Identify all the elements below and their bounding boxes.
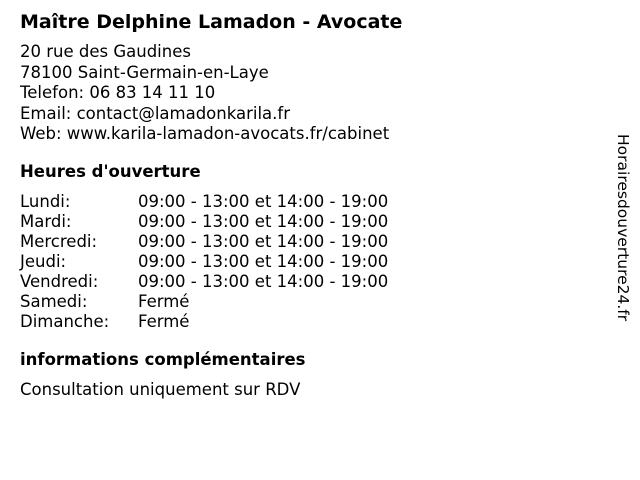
day-label: Mardi: <box>20 211 72 231</box>
hours-value: 09:00 - 13:00 et 14:00 - 19:00 <box>138 191 389 211</box>
business-info-card <box>20 10 590 400</box>
hours-value: Fermé <box>138 291 190 311</box>
day-label: Lundi: <box>20 191 71 211</box>
hours-row-sunday <box>20 312 590 332</box>
hours-row-saturday <box>20 292 590 312</box>
page-title: Maître Delphine Lamadon - Avocate <box>20 11 403 33</box>
hours-row-monday <box>20 192 590 212</box>
hours-value: 09:00 - 13:00 et 14:00 - 19:00 <box>138 251 389 271</box>
hours-row-tuesday <box>20 212 590 232</box>
day-label: Mercredi: <box>20 231 98 251</box>
hours-row-wednesday <box>20 232 590 252</box>
hours-value: Fermé <box>138 311 190 331</box>
site-watermark: Horairesdouverture24.fr <box>614 134 632 322</box>
hours-value: 09:00 - 13:00 et 14:00 - 19:00 <box>138 211 389 231</box>
day-label: Samedi: <box>20 291 88 311</box>
hours-value: 09:00 - 13:00 et 14:00 - 19:00 <box>138 271 389 291</box>
website-url: Web: www.karila-lamadon-avocats.fr/cabinet <box>20 124 390 143</box>
hours-value: 09:00 - 13:00 et 14:00 - 19:00 <box>138 231 389 251</box>
hours-row-friday <box>20 272 590 292</box>
additional-info-heading: informations complémentaires <box>20 349 306 369</box>
email-address: Email: contact@lamadonkarila.fr <box>20 103 291 123</box>
hours-row-thursday <box>20 252 590 272</box>
hours-heading: Heures d'ouverture <box>20 161 201 181</box>
opening-hours-table <box>20 192 590 332</box>
day-label: Jeudi: <box>20 251 67 271</box>
day-label: Dimanche: <box>20 311 110 331</box>
day-label: Vendredi: <box>20 271 99 291</box>
additional-info-text: Consultation uniquement sur RDV <box>20 379 301 399</box>
phone-number: Telefon: 06 83 14 11 10 <box>20 83 216 102</box>
contact-block <box>20 42 590 145</box>
address-city: 78100 Saint-Germain-en-Laye <box>20 62 269 82</box>
address-street: 20 rue des Gaudines <box>20 42 191 61</box>
